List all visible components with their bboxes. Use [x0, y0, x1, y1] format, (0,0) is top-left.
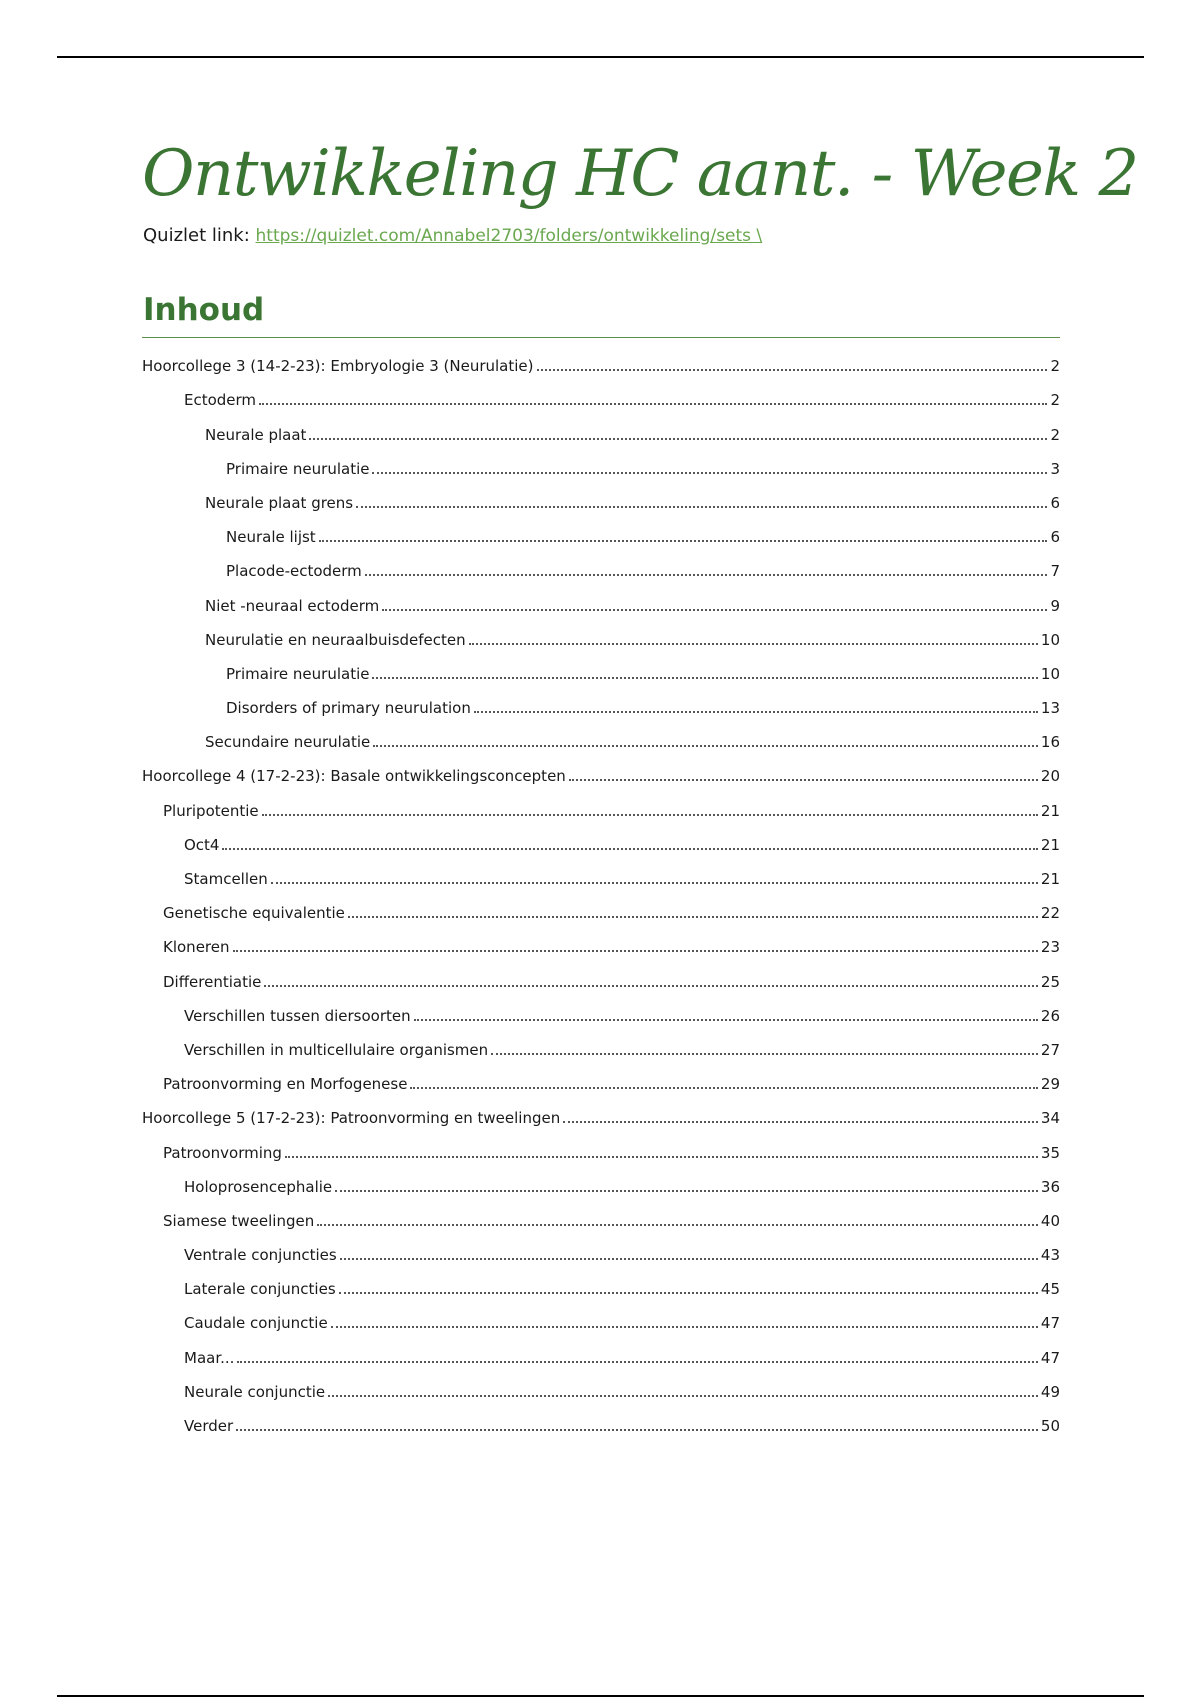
toc-entry[interactable]: [142, 752, 1060, 786]
toc-entry-title: Neurale lijst: [226, 528, 316, 547]
toc-dot-leader: [222, 848, 1037, 850]
toc-entry-title: Pluripotentie: [163, 801, 259, 820]
toc-entry-title: Stamcellen: [184, 870, 268, 888]
toc-page-number: 29: [1040, 1075, 1060, 1094]
toc-page-number: 2: [1050, 391, 1060, 410]
toc-entry[interactable]: [142, 1265, 1060, 1299]
table-of-contents: [142, 342, 1060, 1436]
toc-dot-leader: [317, 1224, 1038, 1226]
toc-page-number: 50: [1040, 1417, 1060, 1435]
toc-entry-title: Patroonvorming: [163, 1143, 282, 1162]
toc-dot-leader: [339, 1292, 1038, 1294]
document-title: Ontwikkeling HC aant. - Week 2: [142, 137, 1138, 211]
toc-page-number: 10: [1040, 630, 1060, 649]
toc-dot-leader: [236, 1429, 1038, 1431]
toc-entry-title: Disorders of primary neurulation: [226, 699, 471, 718]
toc-page-number: 10: [1040, 664, 1060, 683]
toc-page-number: 34: [1040, 1109, 1060, 1128]
toc-entry-title: Niet -neuraal ectoderm: [205, 596, 380, 615]
toc-entry[interactable]: [142, 821, 1060, 855]
toc-entry-title: Holoprosencephalie: [184, 1177, 333, 1196]
toc-dot-leader: [474, 711, 1038, 713]
toc-entry-title: Secundaire neurulatie: [205, 733, 371, 752]
toc-entry[interactable]: [142, 718, 1060, 752]
toc-dot-leader: [233, 950, 1038, 952]
toc-entry[interactable]: [142, 1299, 1060, 1333]
toc-heading-underline: [142, 337, 1060, 338]
toc-entry[interactable]: [142, 855, 1060, 889]
toc-entry[interactable]: [142, 957, 1060, 991]
toc-page-number: 47: [1040, 1348, 1060, 1367]
toc-page-number: 47: [1040, 1314, 1060, 1333]
toc-entry[interactable]: [142, 650, 1060, 684]
header-rule: [57, 56, 1144, 58]
toc-entry-title: Neurale plaat: [205, 425, 307, 444]
toc-entry-title: Differentiatie: [163, 972, 262, 991]
toc-dot-leader: [259, 403, 1047, 405]
toc-dot-leader: [356, 506, 1047, 508]
toc-entry[interactable]: [142, 1128, 1060, 1162]
toc-entry-title: Hoorcollege 3 (14-2-23): Embryologie 3 (Neurulatie): [142, 357, 534, 376]
toc-page-number: 3: [1050, 459, 1060, 478]
toc-entry-title: Ventrale conjuncties: [184, 1246, 337, 1265]
toc-entry-title: Kloneren: [163, 938, 230, 957]
toc-dot-leader: [372, 677, 1037, 679]
toc-entry-title: Hoorcollege 4 (17-2-23): Basale ontwikkelingsconcepten: [142, 767, 566, 786]
quizlet-link[interactable]: https://quizlet.com/Annabel2703/folders/ontwikkeling/sets \: [255, 226, 763, 246]
quizlet-label: Quizlet link:: [143, 225, 250, 246]
toc-page-number: 6: [1050, 493, 1060, 512]
toc-dot-leader: [348, 916, 1038, 918]
toc-dot-leader: [331, 1326, 1038, 1328]
toc-page-number: 23: [1040, 938, 1060, 957]
toc-dot-leader: [309, 438, 1047, 440]
toc-heading: Inhoud: [143, 292, 265, 328]
toc-entry[interactable]: [142, 1163, 1060, 1197]
toc-entry[interactable]: [142, 547, 1060, 581]
toc-page-number: 21: [1040, 870, 1060, 888]
toc-dot-leader: [319, 540, 1048, 542]
footer-rule: [57, 1695, 1144, 1697]
toc-page-number: 2: [1050, 425, 1060, 444]
toc-entry-title: Neurulatie en neuraalbuisdefecten: [205, 630, 466, 649]
toc-page-number: 13: [1040, 699, 1060, 718]
quizlet-line: [143, 223, 762, 249]
toc-entry-title: Maar...: [184, 1348, 235, 1367]
toc-page-number: 22: [1040, 904, 1060, 923]
toc-dot-leader: [469, 643, 1038, 645]
toc-entry-title: Ectoderm: [184, 391, 257, 410]
toc-page-number: 49: [1040, 1382, 1060, 1401]
toc-dot-leader: [537, 369, 1048, 371]
toc-dot-leader: [410, 1087, 1037, 1089]
toc-entry[interactable]: [142, 1094, 1060, 1128]
toc-entry[interactable]: [142, 616, 1060, 650]
toc-dot-leader: [563, 1121, 1038, 1123]
toc-dot-leader: [335, 1190, 1038, 1192]
toc-entry[interactable]: [142, 1060, 1060, 1094]
toc-dot-leader: [340, 1258, 1038, 1260]
toc-page-number: 7: [1050, 562, 1060, 581]
toc-entry-title: Genetische equivalentie: [163, 904, 345, 923]
toc-entry[interactable]: [142, 1197, 1060, 1231]
toc-page-number: 16: [1040, 733, 1060, 752]
toc-entry-title: Verschillen in multicellulaire organismen: [184, 1040, 489, 1059]
toc-page-number: 45: [1040, 1280, 1060, 1299]
toc-page-number: 6: [1050, 528, 1060, 547]
toc-entry[interactable]: [142, 513, 1060, 547]
toc-entry-title: Primaire neurulatie: [226, 459, 370, 478]
toc-dot-leader: [264, 985, 1038, 987]
toc-entry[interactable]: [142, 479, 1060, 513]
toc-entry[interactable]: [142, 1402, 1060, 1436]
toc-dot-leader: [491, 1053, 1038, 1055]
toc-entry[interactable]: [142, 581, 1060, 615]
toc-entry[interactable]: [142, 1231, 1060, 1265]
toc-page-number: 27: [1040, 1040, 1060, 1059]
toc-page-number: 43: [1040, 1246, 1060, 1265]
toc-entry[interactable]: [142, 376, 1060, 410]
toc-dot-leader: [372, 472, 1047, 474]
toc-page-number: 36: [1040, 1177, 1060, 1196]
toc-entry[interactable]: [142, 923, 1060, 957]
toc-entry-title: Verder: [184, 1417, 234, 1435]
toc-entry-title: Siamese tweelingen: [163, 1211, 315, 1230]
toc-entry[interactable]: [142, 684, 1060, 718]
toc-page-number: 21: [1040, 835, 1060, 854]
toc-entry-title: Verschillen tussen diersoorten: [184, 1006, 411, 1025]
toc-page-number: 40: [1040, 1211, 1060, 1230]
toc-entry[interactable]: [142, 410, 1060, 444]
toc-dot-leader: [328, 1395, 1038, 1397]
toc-page-number: 35: [1040, 1143, 1060, 1162]
toc-dot-leader: [285, 1156, 1038, 1158]
toc-page-number: 25: [1040, 972, 1060, 991]
toc-entry[interactable]: [142, 786, 1060, 820]
toc-entry[interactable]: [142, 445, 1060, 479]
toc-entry-title: Neurale conjunctie: [184, 1382, 326, 1401]
toc-page-number: 26: [1040, 1006, 1060, 1025]
toc-entry-title: Laterale conjuncties: [184, 1280, 336, 1299]
toc-page-number: 20: [1040, 767, 1060, 786]
toc-dot-leader: [271, 882, 1038, 884]
toc-entry[interactable]: [142, 889, 1060, 923]
toc-entry-title: Primaire neurulatie: [226, 664, 370, 683]
toc-dot-leader: [237, 1361, 1037, 1363]
toc-entry-title: Hoorcollege 5 (17-2-23): Patroonvorming en tweelingen: [142, 1109, 561, 1128]
toc-entry[interactable]: [142, 992, 1060, 1026]
toc-dot-leader: [262, 814, 1038, 816]
toc-page-number: 2: [1050, 357, 1060, 376]
toc-entry[interactable]: [142, 1026, 1060, 1060]
toc-page-number: 21: [1040, 801, 1060, 820]
toc-dot-leader: [365, 574, 1048, 576]
toc-entry-title: Neurale plaat grens: [205, 493, 354, 512]
toc-entry-title: Placode-ectoderm: [226, 562, 362, 581]
toc-entry-title: Caudale conjunctie: [184, 1314, 328, 1333]
toc-dot-leader: [373, 745, 1038, 747]
toc-dot-leader: [382, 609, 1047, 611]
toc-dot-leader: [414, 1019, 1038, 1021]
toc-page-number: 9: [1050, 596, 1060, 615]
toc-entry[interactable]: [142, 1333, 1060, 1367]
toc-entry[interactable]: [142, 1368, 1060, 1402]
toc-entry-title: Patroonvorming en Morfogenese: [163, 1075, 408, 1094]
toc-entry-title: Oct4: [184, 835, 220, 854]
toc-dot-leader: [569, 779, 1038, 781]
toc-entry[interactable]: [142, 342, 1060, 376]
